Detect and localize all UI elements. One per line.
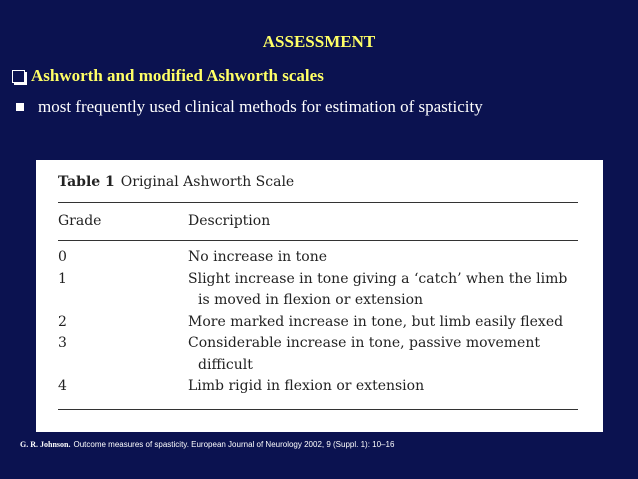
table-top-rule <box>58 202 578 203</box>
table-caption <box>58 174 294 190</box>
table-header-rule <box>58 240 578 241</box>
description-line-continued: is moved in flexion or extension <box>198 292 424 308</box>
citation <box>20 440 394 449</box>
table-cell-description <box>188 269 567 312</box>
description-line: Considerable increase in tone, passive movement <box>188 335 540 351</box>
table-cell-grade: 4 <box>58 378 67 394</box>
grade-header: Grade <box>58 213 102 229</box>
bullet-row <box>10 97 483 117</box>
citation-text: Outcome measures of spasticity. European Journal of Neurology 2002, 9 (Suppl. 1): 10–16 <box>73 440 395 449</box>
description-line: No increase in tone <box>188 249 328 265</box>
square-bullet-icon <box>16 103 24 111</box>
table-cell-description <box>188 333 540 376</box>
table-bottom-rule <box>58 409 578 410</box>
description-line: Limb rigid in flexion or extension <box>188 378 425 394</box>
table-cell-description <box>188 247 327 269</box>
table-cell-grade: 0 <box>58 249 67 265</box>
description-line-continued: difficult <box>198 356 253 373</box>
table-cell-description <box>188 376 424 398</box>
description-line: Slight increase in tone giving a ‘catch’ when the limb <box>188 270 568 287</box>
table-caption-text: Original Ashworth Scale <box>120 174 295 190</box>
heading-row <box>10 66 324 86</box>
table-cell-grade: 2 <box>58 313 67 330</box>
bullet-text: most frequently used clinical methods for estimation of spasticity <box>38 97 483 116</box>
table-cell-grade: 1 <box>58 270 67 287</box>
table-cell-grade: 3 <box>58 335 67 351</box>
checkbox-bullet-icon <box>12 70 25 83</box>
description-header: Description <box>188 213 271 229</box>
slide-title: ASSESSMENT <box>262 32 376 51</box>
citation-author: G. R. Johnson. <box>20 440 71 449</box>
section-heading: Ashworth and modified Ashworth scales <box>31 66 324 85</box>
table-cell-description <box>188 312 563 334</box>
ashworth-table-image <box>36 160 603 432</box>
description-line: More marked increase in tone, but limb easily flexed <box>188 313 564 330</box>
table-label: Table 1 <box>58 174 115 190</box>
